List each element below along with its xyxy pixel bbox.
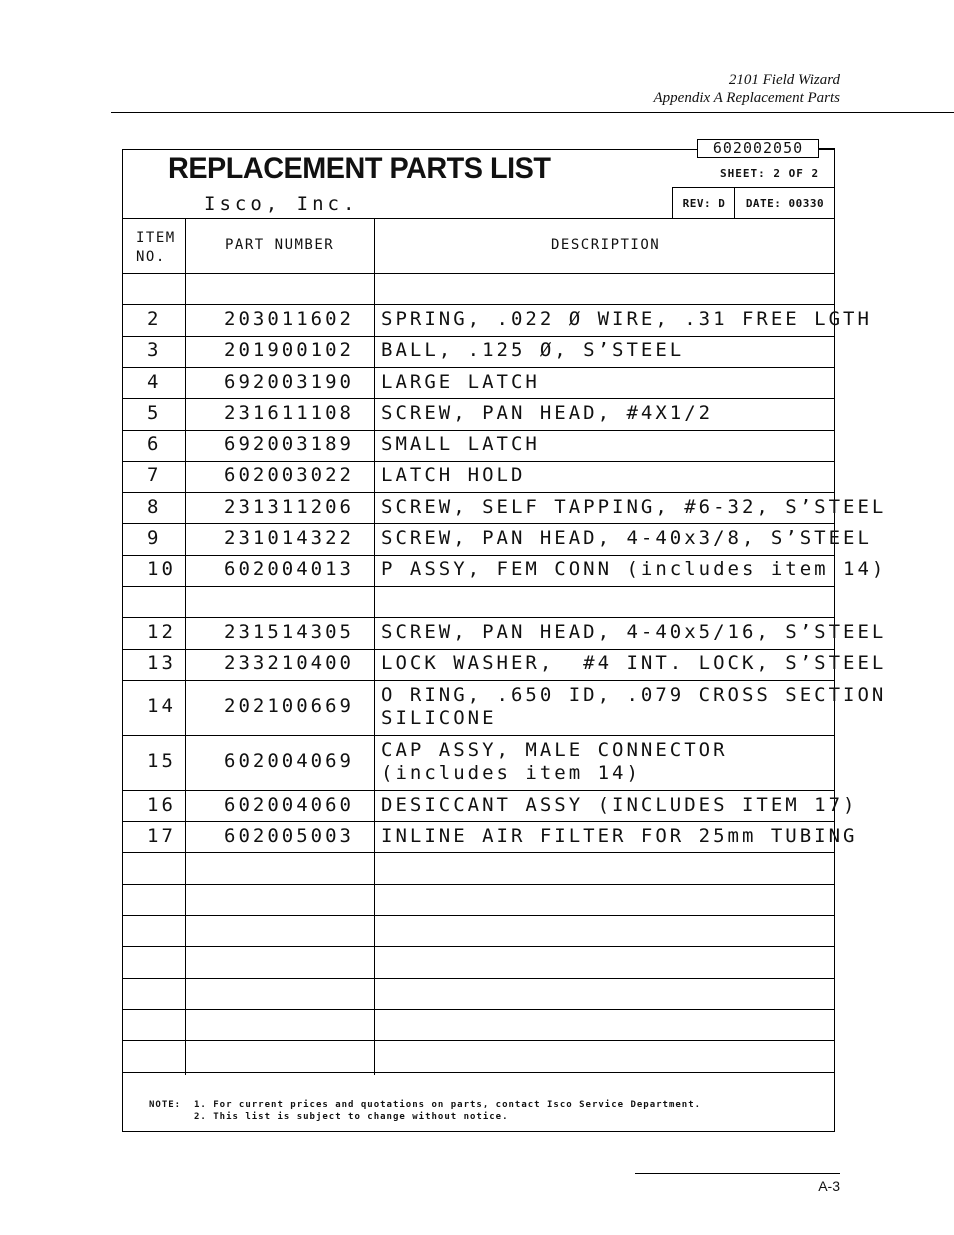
table-row-rule xyxy=(122,884,835,885)
header-section: Appendix A Replacement Parts xyxy=(653,90,840,106)
table-row-rule xyxy=(122,367,835,368)
table-row-rule xyxy=(122,790,835,791)
description-cell: SCREW, PAN HEAD, 4-40x3/8, S’STEEL xyxy=(381,527,872,550)
item-number-cell: 9 xyxy=(147,527,162,550)
description-cell: INLINE AIR FILTER FOR 25mm TUBING xyxy=(381,824,858,847)
part-number-cell: 692003190 xyxy=(224,370,354,393)
table-row-rule xyxy=(122,336,835,337)
sheet-number: SHEET: 2 OF 2 xyxy=(720,167,820,180)
table-row-rule xyxy=(122,617,835,618)
table-row-rule xyxy=(122,680,835,681)
part-number-cell: 231014322 xyxy=(224,527,354,550)
item-no-header xyxy=(136,229,176,267)
part-number-cell: 231611108 xyxy=(224,401,354,424)
item-number-cell: 16 xyxy=(147,793,176,816)
description-cell: SPRING, .022 Ø WIRE, .31 FREE LGTH xyxy=(381,307,872,330)
table-row-rule xyxy=(122,1040,835,1041)
notes-block xyxy=(149,1099,701,1123)
table-row-rule xyxy=(122,304,835,305)
item-number-cell: 8 xyxy=(147,495,162,518)
description-header: DESCRIPTION xyxy=(551,237,661,253)
company-name: Isco, Inc. xyxy=(204,193,359,215)
header-divider xyxy=(122,218,835,219)
description-cell: SCREW, SELF TAPPING, #6-32, S’STEEL xyxy=(381,495,887,518)
item-number-cell: 10 xyxy=(147,558,176,581)
item-number-cell: 2 xyxy=(147,307,162,330)
part-number-cell: 202100669 xyxy=(224,695,354,718)
date-box xyxy=(734,187,835,219)
table-row-rule xyxy=(122,1072,835,1073)
item-number-cell: 12 xyxy=(147,620,176,643)
description-cell: LOCK WASHER, #4 INT. LOCK, S’STEEL xyxy=(381,652,887,675)
table-row-rule xyxy=(122,523,835,524)
item-header-line2: NO. xyxy=(136,249,166,265)
item-number-cell: 7 xyxy=(147,464,162,487)
revision-label: REV: D xyxy=(682,197,726,210)
date-label: DATE: 00330 xyxy=(745,197,825,210)
part-number-cell: 233210400 xyxy=(224,652,354,675)
document-number-tick xyxy=(819,148,835,149)
document-number: 602002050 xyxy=(697,139,819,158)
table-header-rule xyxy=(122,273,835,274)
table-row-rule xyxy=(122,398,835,399)
part-number-header: PART NUMBER xyxy=(225,237,335,253)
form-title: REPLACEMENT PARTS LIST xyxy=(168,152,551,185)
part-number-cell: 203011602 xyxy=(224,307,354,330)
item-header-line1: ITEM xyxy=(136,230,176,246)
description-cell: LARGE LATCH xyxy=(381,370,540,393)
note-1: 1. For current prices and quotations on parts, contact Isco Service Department. xyxy=(194,1100,702,1110)
running-header xyxy=(654,71,840,107)
header-title: 2101 Field Wizard xyxy=(728,72,840,88)
part-number-cell: 231311206 xyxy=(224,495,354,518)
part-number-cell: 231514305 xyxy=(224,620,354,643)
description-cell: P ASSY, FEM CONN (includes item 14) xyxy=(381,558,887,581)
table-row-rule xyxy=(122,492,835,493)
note-2: 2. This list is subject to change without notice. xyxy=(194,1112,509,1122)
item-number-cell: 17 xyxy=(147,824,176,847)
table-row-rule xyxy=(122,461,835,462)
notes-label: NOTE: xyxy=(149,1100,182,1110)
item-number-cell: 13 xyxy=(147,652,176,675)
table-row-rule xyxy=(122,430,835,431)
description-cell: SCREW, PAN HEAD, 4-40x5/16, S’STEEL xyxy=(381,620,887,643)
table-row-rule xyxy=(122,649,835,650)
item-number-cell: 6 xyxy=(147,433,162,456)
table-row-rule xyxy=(122,978,835,979)
description-cell: BALL, .125 Ø, S’STEEL xyxy=(381,339,685,362)
table-row-rule xyxy=(122,946,835,947)
description-cell: O RING, .650 ID, .079 CROSS SECTION SILICONE xyxy=(381,683,887,729)
part-number-cell: 692003189 xyxy=(224,433,354,456)
description-cell: SCREW, PAN HEAD, #4X1/2 xyxy=(381,401,714,424)
part-number-cell: 602005003 xyxy=(224,824,354,847)
table-row-rule xyxy=(122,852,835,853)
footer-rule xyxy=(635,1173,840,1174)
page-number: A-3 xyxy=(818,1178,840,1194)
description-cell: DESICCANT ASSY (INCLUDES ITEM 17) xyxy=(381,793,858,816)
table-row-rule xyxy=(122,1009,835,1010)
item-number-cell: 15 xyxy=(147,750,176,773)
part-number-cell: 602004069 xyxy=(224,750,354,773)
part-number-cell: 602003022 xyxy=(224,464,354,487)
table-row-rule xyxy=(122,586,835,587)
header-rule xyxy=(111,112,954,113)
part-number-cell: 602004060 xyxy=(224,793,354,816)
item-number-cell: 5 xyxy=(147,401,162,424)
item-number-cell: 14 xyxy=(147,695,176,718)
description-cell: LATCH HOLD xyxy=(381,464,526,487)
table-row-rule xyxy=(122,735,835,736)
table-row-rule xyxy=(122,915,835,916)
description-cell: CAP ASSY, MALE CONNECTOR (includes item 14) xyxy=(381,738,728,784)
part-number-cell: 201900102 xyxy=(224,339,354,362)
description-cell: SMALL LATCH xyxy=(381,433,540,456)
item-number-cell: 4 xyxy=(147,370,162,393)
item-number-cell: 3 xyxy=(147,339,162,362)
table-row-rule xyxy=(122,555,835,556)
revision-box xyxy=(672,187,735,219)
table-row-rule xyxy=(122,821,835,822)
part-number-cell: 602004013 xyxy=(224,558,354,581)
